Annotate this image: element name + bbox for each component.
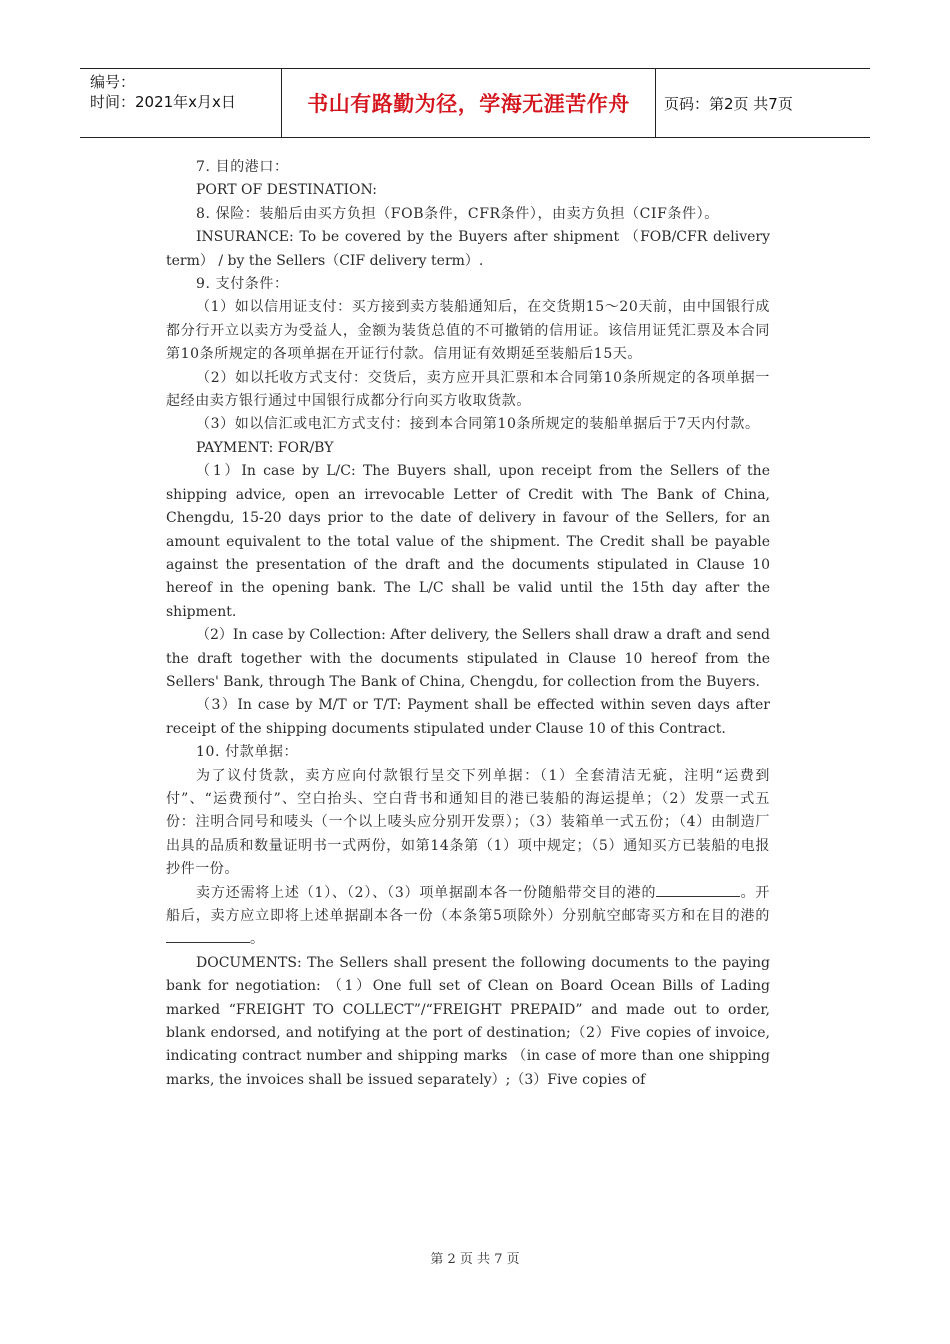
page-footer: 第 2 页 共 7 页 — [430, 1252, 520, 1267]
clause-8-insurance-en: INSURANCE: To be covered by the Buyers after shipment （FOB/CFR delivery term） / by the Sellers（CIF delivery term）. — [166, 229, 770, 269]
document-header — [80, 68, 870, 138]
header-motto: 书山有路勤为径，学海无涯苦作舟 — [282, 69, 656, 137]
clause-10-copies-cn — [166, 882, 770, 952]
header-page-number: 页码：第2页 共7页 — [664, 94, 793, 113]
blank-line — [656, 882, 740, 897]
clause-7-title-en: PORT OF DESTINATION: — [196, 182, 377, 199]
clause-9-lc-cn: （1）如以信用证支付：买方接到卖方装船通知后，在交货期15～20天前，由中国银行成都分行开立以卖方为受益人，金额为装货总值的不可撤销的信用证。该信用证凭汇票及本合同第10条所规定的各项单据在开证行付款。信用证有效期延至装船后15天。 — [166, 299, 770, 363]
blank-line — [166, 928, 250, 943]
clause-10-documents-cn: 为了议付货款，卖方应向付款银行呈交下列单据：（1）全套清洁无疵，注明“运费到付”、“运费预付”、空白抬头、空白背书和通知目的港已装船的海运提单；（2）发票一式五份：注明合同号和唛头（一个以上唛头应分别开发票）；（3）装箱单一式五份；（4）由制造厂出具的品质和数量证明书一式两份，如第14条第（1）项中规定；（5）通知买方已装船的电报抄件一份。 — [166, 767, 770, 878]
document-date-label: 时间：2021年x月x日 — [90, 93, 236, 111]
clause-9-collection-cn: （2）如以托收方式支付：交货后，卖方应开具汇票和本合同第10条所规定的各项单据一起经由卖方银行通过中国银行成都分行向买方收取货款。 — [166, 369, 770, 410]
clause-7-title-cn: 7. 目的港口： — [196, 159, 289, 175]
copies-text-part-3: 。 — [250, 931, 265, 948]
document-number-label: 编号： — [90, 73, 136, 91]
clause-9-lc-en: （1）In case by L/C: The Buyers shall, upon receipt from the Sellers of the shipping advice, open an irrevocable Letter of Credit with The Bank of China, Chengdu, 15-20 days prior to the date of delivery in favour of the Sellers, for an amount equivalent to the total value of the shipment. The Credit shall be payable against the presentation of the draft and the documents stipulated in Clause 10 hereof in the opening bank. The L/C shall be valid until the 15th day after the shipment. — [166, 463, 770, 620]
clause-9-transfer-cn: （3）如以信汇或电汇方式支付：接到本合同第10条所规定的装船单据后于7天内付款。 — [196, 416, 760, 433]
header-meta — [80, 69, 282, 137]
contract-body — [166, 156, 770, 1092]
clause-9-title-en: PAYMENT: FOR/BY — [196, 439, 334, 456]
clause-10-title-cn: 10. 付款单据： — [196, 744, 299, 761]
copies-text-part-1: 卖方还需将上述（1）、（2）、（3）项单据副本各一份随船带交目的港的 — [196, 884, 657, 901]
copies-text-part-2: 。开船后，卖方应立即将上述单据副本各一份（本条第5项除外）分别航空邮寄买方和在目的港的 — [166, 884, 771, 924]
clause-10-documents-en: DOCUMENTS: The Sellers shall present the following documents to the paying bank for negotiation: （1）One full set of Clean on Board Ocean Bills of Lading marked “FREIGHT TO COLLECT”/“FREIGHT PREPAID” and made out to order, blank endorsed, and notifying at the port of destination;（2）Five copies of invoice, indicating contract number and shipping marks （in case of more than one shipping marks, the invoices shall be issued separately）;（3）Five copies of — [166, 954, 770, 1088]
clause-9-transfer-en: （3）In case by M/T or T/T: Payment shall be effected within seven days after receipt of the shipping documents stipulated under Clause 10 of this Contract. — [166, 697, 770, 737]
clause-9-collection-en: （2）In case by Collection: After delivery, the Sellers shall draw a draft and send the draft together with the documents stipulated in Clause 10 hereof from the Sellers' Bank, through The Bank of China, Chengdu, for collection from the Buyers. — [166, 627, 770, 690]
clause-9-title-cn: 9. 支付条件： — [196, 276, 289, 293]
clause-8-insurance-cn: 8. 保险：装船后由买方负担（FOB条件，CFR条件），由卖方负担（CIF条件）。 — [196, 205, 719, 222]
